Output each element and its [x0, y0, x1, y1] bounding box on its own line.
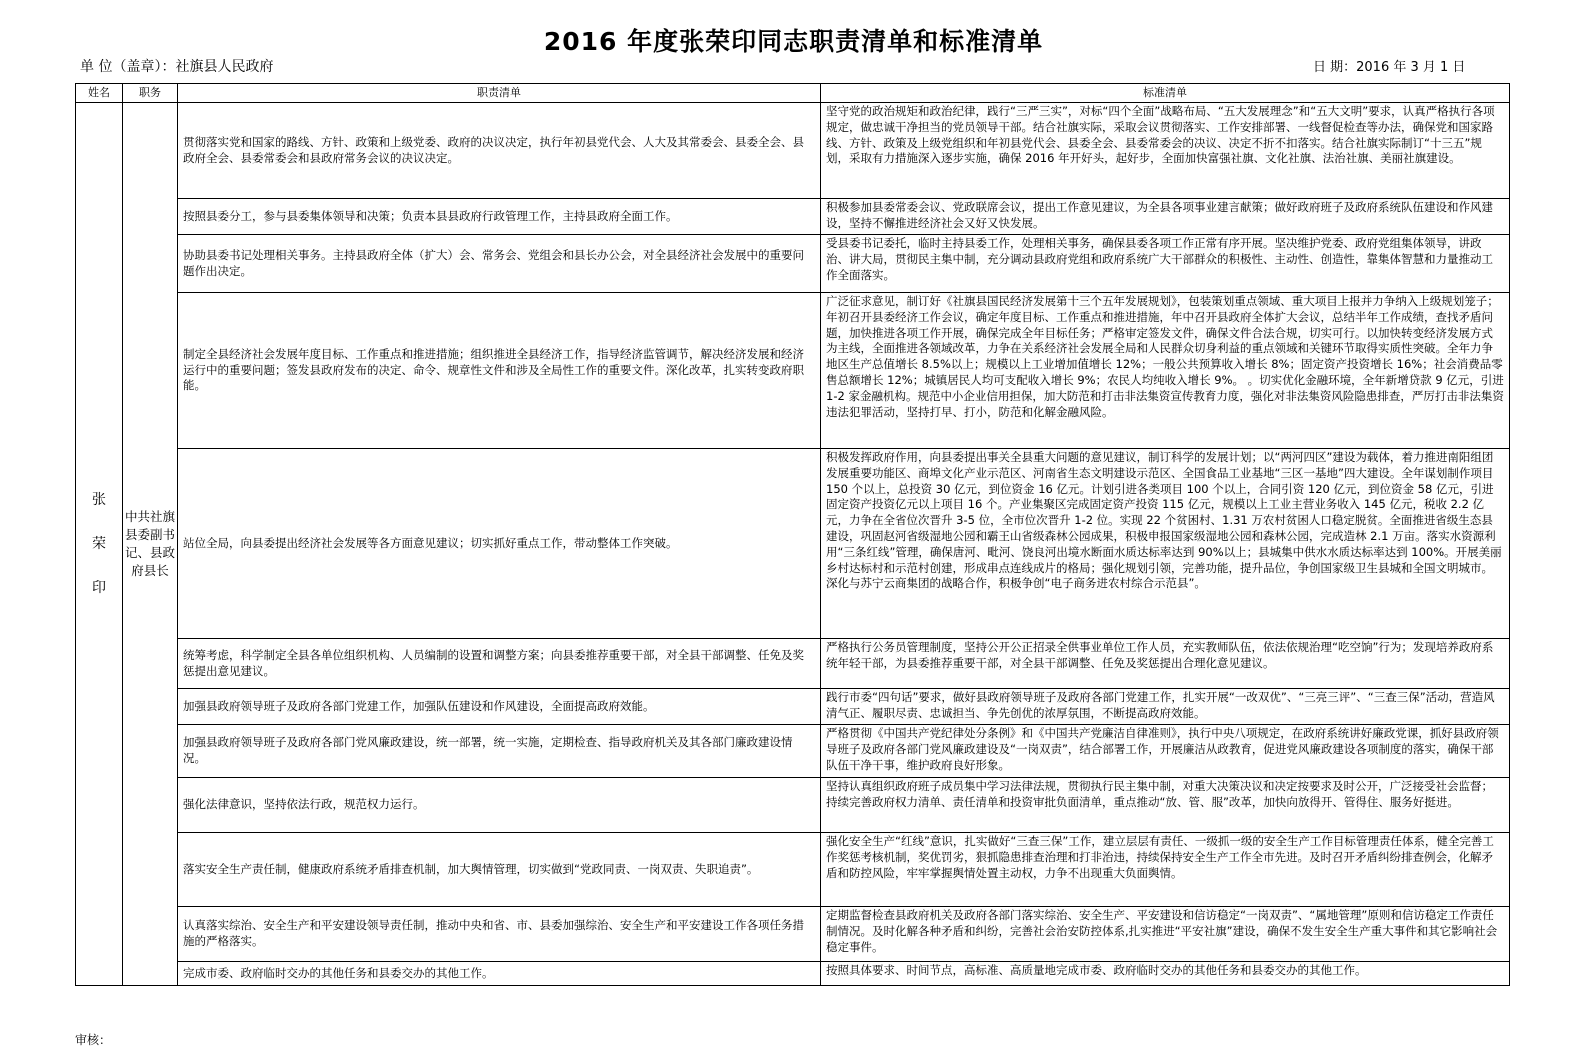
- table-row: [76, 199, 1510, 235]
- table-row: [76, 833, 1510, 907]
- unit-label: 单 位（盖章）：社旗县人民政府: [80, 59, 274, 75]
- person-position-cell: 中共社旗县委副书记、县政府县长: [123, 103, 178, 986]
- person-name-char: 印: [92, 580, 106, 596]
- table-row: [76, 103, 1510, 199]
- standard-cell: 坚持认真组织政府班子成员集中学习法律法规，贯彻执行民主集中制，对重大决策决议和决定按要求及时公开，广泛接受社会监督；持续完善政府权力清单、责任清单和投资审批负面清单，重点推动“放、管、服”改革，加快向放得开、管得住、服务好挺进。: [821, 778, 1510, 833]
- duty-cell: 认真落实综治、安全生产和平安建设领导责任制，推动中央和省、市、县委加强综治、安全生产和平安建设工作各项任务措施的严格落实。: [178, 907, 821, 962]
- audit-label: 审核：: [75, 1033, 112, 1047]
- table-row: [76, 778, 1510, 833]
- table-row: [76, 907, 1510, 962]
- duty-standard-table: [75, 83, 1510, 986]
- standard-cell: 严格执行公务员管理制度，坚持公开公正招录全供事业单位工作人员，充实教师队伍，依法依规治理“吃空饷”行为；发现培养政府系统年轻干部，为县委推荐重要干部，对全县干部调整、任免及奖惩提出合理化意见建议。: [821, 639, 1510, 689]
- standard-cell: 定期监督检查县政府机关及政府各部门落实综治、安全生产、平安建设和信访稳定“一岗双责”、“属地管理”原则和信访稳定工作责任制情况。及时化解各种矛盾和纠纷，完善社会治安防控体系,扎实推进“平安社旗”建设，确保不发生安全生产重大事件和其它影响社会稳定事件。: [821, 907, 1510, 962]
- standard-cell: 受县委书记委托，临时主持县委工作，处理相关事务，确保县委各项工作正常有序开展。坚决维护党委、政府党组集体领导，讲政治、讲大局，贯彻民主集中制，充分调动县政府党组和政府系统广大干部群众的积极性、主动性、创造性，靠集体智慧和力量推动工作全面落实。: [821, 235, 1510, 293]
- duty-cell: 统筹考虑，科学制定全县各单位组织机构、人员编制的设置和调整方案；向县委推荐重要干部，对全县干部调整、任免及奖惩提出意见建议。: [178, 639, 821, 689]
- table-row: [76, 725, 1510, 778]
- duty-cell: 强化法律意识，坚持依法行政，规范权力运行。: [178, 778, 821, 833]
- header-name: 姓名: [76, 84, 123, 103]
- person-name-char: 张: [92, 492, 106, 508]
- table-row: [76, 449, 1510, 639]
- duty-cell: 加强县政府领导班子及政府各部门党建工作，加强队伍建设和作风建设，全面提高政府效能。: [178, 689, 821, 725]
- table-row: [76, 235, 1510, 293]
- table-row: [76, 962, 1510, 986]
- standard-cell: 积极参加县委常委会议、党政联席会议，提出工作意见建议，为全县各项事业建言献策；做好政府班子及政府系统队伍建设和作风建设，坚持不懈推进经济社会又好又快发展。: [821, 199, 1510, 235]
- standard-cell: 严格贯彻《中国共产党纪律处分条例》和《中国共产党廉洁自律准则》，执行中央八项规定，在政府系统讲好廉政党课，抓好县政府领导班子及政府各部门党风廉政建设及“一岗双责”，结合部署工作，开展廉洁从政教育，促进党风廉政建设各项制度的落实，确保干部队伍干净干事，维护政府良好形象。: [821, 725, 1510, 778]
- duty-cell: 落实安全生产责任制，健康政府系统矛盾排查机制，加大舆情管理，切实做到“党政同责、一岗双责、失职追责”。: [178, 833, 821, 907]
- header-position: 职务: [123, 84, 178, 103]
- page-title: 2016 年度张荣印同志职责清单和标准清单: [543, 27, 1044, 56]
- duty-cell: 贯彻落实党和国家的路线、方针、政策和上级党委、政府的决议决定，执行年初县党代会、人大及其常委会、县委全会、县政府全会、县委常委会和县政府常务会议的决议决定。: [178, 103, 821, 199]
- standard-cell: 坚守党的政治规矩和政治纪律，践行“三严三实”，对标“四个全面”战略布局、“五大发展理念”和“五大文明”要求，认真严格执行各项规定，做忠诚干净担当的党员领导干部。结合社旗实际，采取会议贯彻落实、工作安排部署、一线督促检查等办法，确保党和国家路线、方针、政策及上级党组织和年初县党代会、县委全会、县委常委会的决议、决定不折不扣落实。结合社旗实际制订“十三五”规划，采取有力措施深入逐步实施，确保 2016 年开好头，起好步，全面加快富强社旗、文化社旗、法治社旗、美丽社旗建设。: [821, 103, 1510, 199]
- standard-cell: 强化安全生产“红线”意识，扎实做好“三查三保”工作，建立层层有责任、一级抓一级的安全生产工作目标管理责任体系，健全完善工作奖惩考核机制，奖优罚劣，狠抓隐患排查治理和打非治违，持续保持安全生产工作全市先进。及时召开矛盾纠纷排查例会，化解矛盾和防控风险，牢牢掌握舆情处置主动权，力争不出现重大负面舆情。: [821, 833, 1510, 907]
- person-name-char: 荣: [92, 536, 106, 552]
- standard-cell: 按照具体要求、时间节点，高标准、高质量地完成市委、政府临时交办的其他任务和县委交办的其他工作。: [821, 962, 1510, 986]
- date-label: 日 期：2016 年 3 月 1 日: [1313, 60, 1466, 75]
- duty-cell: 制定全县经济社会发展年度目标、工作重点和推进措施；组织推进全县经济工作，指导经济监管调节，解决经济发展和经济运行中的重要问题；签发县政府发布的决定、命令、规章性文件和涉及全局性工作的重要文件。深化改革，扎实转变政府职能。: [178, 293, 821, 449]
- standard-cell: 践行市委“四句话”要求，做好县政府领导班子及政府各部门党建工作，扎实开展“一改双优”、“三亮三评”、“三查三保”活动，营造风清气正、履职尽责、忠诚担当、争先创优的浓厚氛围，不断提高政府效能。: [821, 689, 1510, 725]
- standard-cell: 广泛征求意见，制订好《社旗县国民经济发展第十三个五年发展规划》，包装策划重点领域、重大项目上报并力争纳入上级规划笼子；年初召开县委经济工作会议，确定年度目标、工作重点和推进措施，年中召开县政府全体扩大会议，总结半年工作成绩，查找矛盾问题，加快推进各项工作开展，确保完成全年目标任务；严格审定签发文件，确保文件合法合规，切实可行。以加快转变经济发展方式为主线，全面推进各领域改革，力争在关系经济社会发展全局和人民群众切身利益的重点领域和关键环节取得实质性突破。全年力争地区生产总值增长 8.5%以上；规模以上工业增加值增长 12%；一般公共预算收入增长 8%；固定资产投资增长 16%；社会消费品零售总额增长 12%；城镇居民人均可支配收入增长 9%；农民人均纯收入增长 9%。 。切实优化金融环境，全年新增贷款 9 亿元，引进 1-2 家金融机构。规范中小企业信用担保，加大防范和打击非法集资宣传教育力度，强化对非法集资风险隐患排查，严厉打击非法集资违法犯罪活动，坚持打早、打小，防范和化解金融风险。: [821, 293, 1510, 449]
- table-row: [76, 639, 1510, 689]
- person-name-cell: [76, 103, 123, 986]
- header-duties: 职责清单: [178, 84, 821, 103]
- standard-cell: 积极发挥政府作用，向县委提出事关全县重大问题的意见建议，制订科学的发展计划；以“两河四区”建设为载体，着力推进南阳组团发展重要功能区、商埠文化产业示范区、河南省生态文明建设示范区、全国食品工业基地“三区一基地”四大建设。全年谋划制作项目 150 个以上，总投资 30 亿元，到位资金 16 亿元。计划引进各类项目 100 个以上，合同引资 120 亿元，到位资金 58 亿元，引进固定资产投资亿元以上项目 16 个。产业集聚区完成固定资产投资 115 亿元，规模以上工业主营业务收入 145 亿元，税收 2.2 亿元，力争在全省位次晋升 3-5 位，全市位次晋升 1-2 位。实现 22 个贫困村、1.31 万农村贫困人口稳定脱贫。全面推进省级生态县建设，巩固赵河省级湿地公园和霸王山省级森林公园成果，积极申报国家级湿地公园和森林公园，完成造林 2.1 万亩。落实水资源利用“三条红线”管理，确保唐河、毗河、饶良河出境水断面水质达标率达到 90%以上；县城集中供水水质达标率达到 100%。开展美丽乡村达标村和示范村创建，形成串点连线成片的格局；强化规划引领，完善功能，提升品位，争创国家级卫生县城和全国文明城市。深化与苏宁云商集团的战略合作，积极争创“电子商务进农村综合示范县”。: [821, 449, 1510, 639]
- duty-cell: 协助县委书记处理相关事务。主持县政府全体（扩大）会、常务会、党组会和县长办公会，对全县经济社会发展中的重要问题作出决定。: [178, 235, 821, 293]
- header-standards: 标准清单: [821, 84, 1510, 103]
- duty-cell: 加强县政府领导班子及政府各部门党风廉政建设，统一部署，统一实施，定期检查、指导政府机关及其各部门廉政建设情况。: [178, 725, 821, 778]
- duty-cell: 完成市委、政府临时交办的其他任务和县委交办的其他工作。: [178, 962, 821, 986]
- table-row: [76, 689, 1510, 725]
- duty-cell: 站位全局，向县委提出经济社会发展等各方面意见建议；切实抓好重点工作，带动整体工作突破。: [178, 449, 821, 639]
- table-header-row: [76, 84, 1510, 103]
- table-row: [76, 293, 1510, 449]
- duty-cell: 按照县委分工，参与县委集体领导和决策；负责本县县政府行政管理工作，主持县政府全面工作。: [178, 199, 821, 235]
